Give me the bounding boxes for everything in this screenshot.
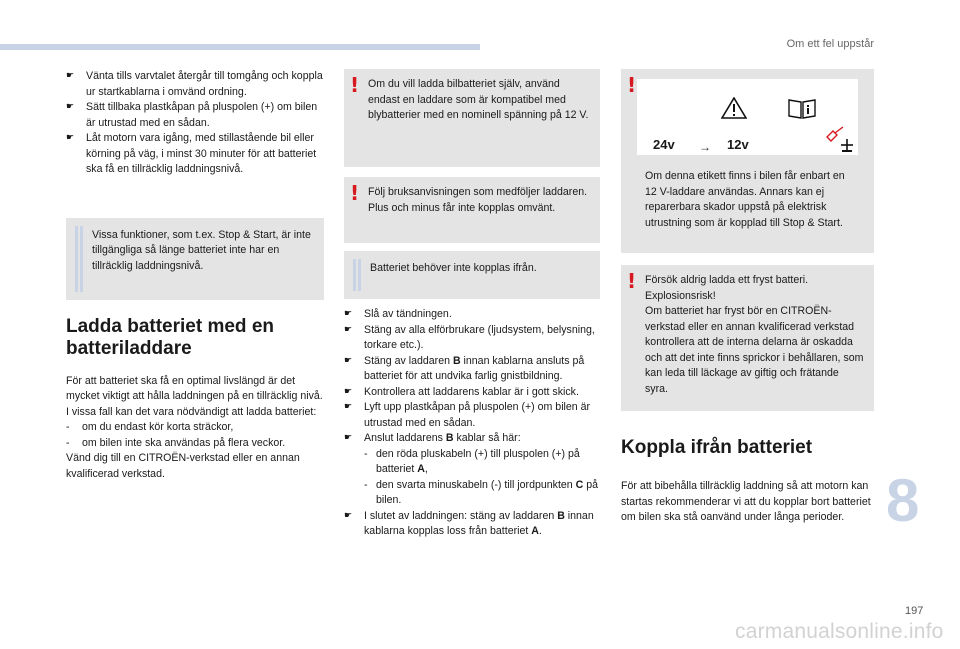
warning-text: Om du vill ladda bilbatteriet själv, använd endast en laddare som är kompatibel med blybatterier med en nominell spänning på 12 V. (368, 78, 589, 121)
label-description: Om denna etikett finns i bilen får enbart en 12 V-laddare användas. Annars kan ej reparerbara skador uppstå på elektrisk utrustning som är kopplad till Stop & Start. (645, 170, 845, 229)
step-item: ☛ Slå av tändningen. (344, 307, 600, 323)
warning-triangle-icon (721, 97, 747, 119)
warning-text: Plus och minus får inte kopplas omvänt. (368, 201, 556, 214)
voltage-label-image (637, 79, 858, 155)
page-header-title: Om ett fel uppstår (786, 38, 874, 50)
warning-box-voltage-label (621, 69, 874, 253)
warning-box-frozen-battery (621, 265, 874, 411)
arrow-right-icon: → (699, 140, 711, 154)
step-item: ☛ Lyft upp plastkåpan på pluspolen (+) om bilen är utrustad med en sådan. (344, 400, 600, 431)
info-box-disconnect (344, 251, 600, 299)
step-item: ☛ Stäng av alla elförbrukare (ljudsystem, belysning, torkare etc.). (344, 323, 600, 354)
section-heading-charging: Ladda batteriet med en batteriladdare (66, 315, 274, 359)
sub-step-item: - den röda pluskabeln (+) till pluspolen (+) på batteriet A, (344, 447, 600, 478)
sub-step-item: - den svarta minuskabeln (-) till jordpunkten C på bilen. (344, 478, 600, 509)
voltage-24v-label: 24v (653, 137, 675, 152)
info-text: Vissa funktioner, som t.ex. Stop & Start, är inte tillgängliga så länge batteriet inte har en tillräcklig laddningsnivå. (92, 228, 311, 272)
info-box-stop-start (66, 218, 324, 300)
warning-text: Om batteriet har fryst bör en CITROËN-verkstad eller en annan kvalificerad verkstad kontrollera att de interna delarna är oskadda och att det inte finns sprickor i behållaren, som kan leda till läckage av giftig och frätande syra. (645, 305, 864, 395)
warning-exclamation-icon: ! (627, 269, 637, 293)
step-item: ☛ Låt motorn vara igång, med stillastående bil eller körning på väg, i minst 30 minuter för att batteriet ska få en tillräcklig laddningsnivå. (66, 131, 324, 178)
manual-book-icon (787, 97, 817, 119)
voltage-12v-label: 12v (727, 137, 749, 152)
list-item: - om bilen inte ska användas på flera veckor. (66, 436, 324, 452)
disconnect-body: För att bibehålla tillräcklig laddning så att motorn kan startas rekommenderar vi att du kopplar bort batteriet om bilen ska stå oanvänd under långa perioder. (621, 480, 871, 523)
step-item: ☛ Kontrollera att laddarens kablar är i gott skick. (344, 385, 600, 401)
warning-text: Explosionsrisk! (645, 289, 716, 302)
section-heading-disconnect: Koppla ifrån batteriet (621, 437, 813, 458)
page-number: 197 (905, 605, 924, 617)
column-1 (66, 69, 324, 482)
warning-exclamation-icon: ! (350, 73, 360, 97)
warning-box-charger (344, 69, 600, 167)
step-item: ☛ Sätt tillbaka plastkåpan på pluspolen (+) om bilen är utrustad med en sådan. (66, 100, 324, 131)
column-2 (344, 69, 600, 540)
warning-text: Försök aldrig ladda ett fryst batteri. (645, 274, 809, 286)
warning-exclamation-icon: ! (350, 181, 360, 205)
warning-text: Följ bruksanvisningen som medföljer laddaren. (368, 186, 588, 198)
charging-outro: Vänd dig till en CITROËN-verkstad eller en annan kvalificerad verkstad. (66, 452, 300, 480)
charging-intro: För att batteriet ska få en optimal livslängd är det mycket viktigt att hålla laddningen på en tillräcklig nivå. (66, 374, 323, 402)
column-3 (621, 69, 874, 526)
info-text: Batteriet behöver inte kopplas ifrån. (370, 262, 537, 274)
charging-steps (344, 307, 600, 540)
warning-box-instructions (344, 177, 600, 243)
watermark: carmanualsonline.info (735, 620, 944, 643)
step-item: ☛ I slutet av laddningen: stäng av laddaren B innan kablarna kopplas loss från batteriet A. (344, 509, 600, 540)
step-item: ☛ Stäng av laddaren B innan kablarna ansluts på batteriet för att undvika farlig gnistbildning. (344, 354, 600, 385)
charging-intro-2: I vissa fall kan det vara nödvändigt att ladda batteriet: (66, 405, 317, 418)
step-item: ☛ Anslut laddarens B kablar så här: (344, 431, 600, 447)
chapter-number: 8 (886, 467, 920, 534)
step-item: ☛ Vänta tills varvtalet återgår till tomgång och koppla ur startkablarna i omvänd ordning. (66, 69, 324, 100)
list-item: - om du endast kör korta sträckor, (66, 420, 324, 436)
warning-exclamation-icon: ! (627, 73, 637, 97)
header-accent-bar (0, 44, 480, 50)
charger-plug-icon (823, 125, 855, 153)
